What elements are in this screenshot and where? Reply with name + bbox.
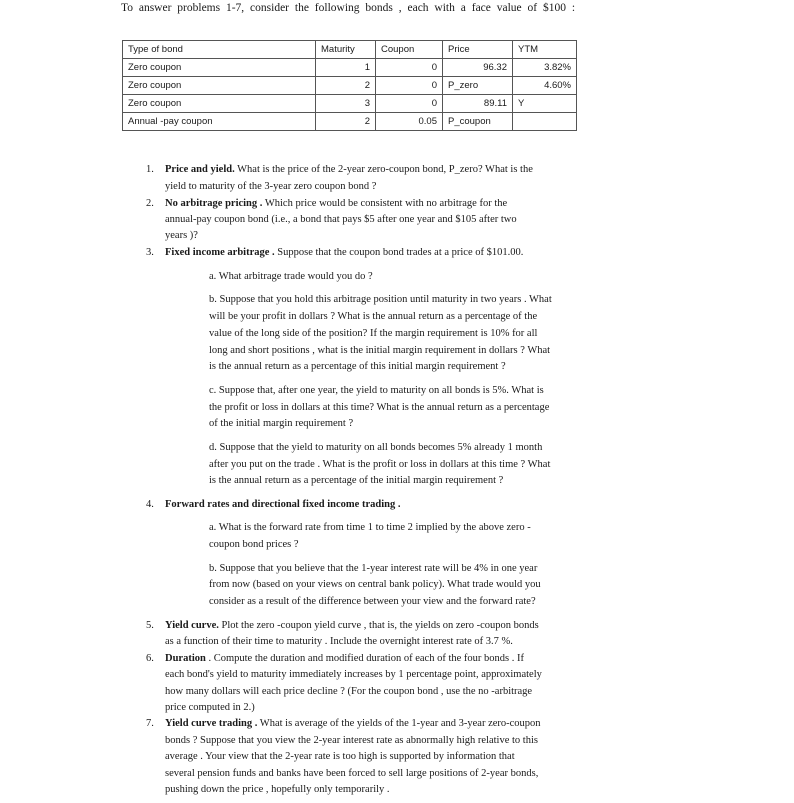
- q1-line1: [165, 162, 533, 178]
- q3d-line3: is the annual return as a percentage of the initial margin requirement ?: [209, 475, 504, 486]
- q7-line1: [165, 716, 541, 732]
- q7-line4: several pension funds and banks have been forced to sell large positions of 2-year bonds,: [165, 768, 539, 779]
- q6-line1: [165, 651, 524, 667]
- q7-line2: bonds ? Suppose that you view the 2-year interest rate as abnormally high relative to this: [165, 735, 538, 746]
- cell-type: Zero coupon: [123, 77, 316, 95]
- cell-ytm: 4.60%: [513, 77, 577, 95]
- cell-ytm: [513, 113, 577, 131]
- table-row: [123, 95, 577, 113]
- cell-type: Zero coupon: [123, 59, 316, 77]
- q6-line2: each bond's yield to maturity immediately increases by 1 percentage point, approximately: [165, 669, 542, 680]
- cell-coupon: 0: [376, 77, 443, 95]
- q6-line4: price computed in 2.): [165, 702, 255, 713]
- q3d-line2: after you put on the trade . What is the profit or loss in dollars at this time ? What: [209, 459, 551, 470]
- header-price: Price: [443, 41, 513, 59]
- cell-ytm: Y: [513, 95, 577, 113]
- q4a-line1: a. What is the forward rate from time 1 to time 2 implied by the above zero -: [209, 522, 531, 533]
- cell-coupon: 0.05: [376, 113, 443, 131]
- q1-title: Price and yield.: [165, 164, 235, 175]
- table-row: [123, 77, 577, 95]
- q4-title: Forward rates and directional fixed income trading .: [165, 499, 401, 510]
- intro-text: To answer problems 1-7, consider the following bonds , each with a face value of $100 :: [121, 2, 576, 14]
- q4-number: 4.: [146, 499, 154, 510]
- table-row: [123, 59, 577, 77]
- header-maturity: Maturity: [316, 41, 376, 59]
- q3b-line4: long and short positions , what is the initial margin requirement in dollars ? What: [209, 345, 551, 356]
- q3-line1: [165, 245, 523, 261]
- cell-maturity: 3: [316, 95, 376, 113]
- q7-title: Yield curve trading .: [165, 718, 258, 729]
- q4b-line1: b. Suppose that you believe that the 1-year interest rate will be 4% in one year: [209, 563, 538, 574]
- header-type: Type of bond: [123, 41, 316, 59]
- cell-price: P_coupon: [443, 113, 513, 131]
- table-header-row: [123, 41, 577, 59]
- cell-price: 96.32: [443, 59, 513, 77]
- bond-table: [122, 40, 577, 131]
- q5-line2: as a function of their time to maturity . Include the overnight interest rate of 3.7 %.: [165, 636, 513, 647]
- q1-number: 1.: [146, 164, 154, 175]
- cell-coupon: 0: [376, 59, 443, 77]
- q3b-line3: value of the long side of the position? If the margin requirement is 10% for all: [209, 328, 538, 339]
- cell-ytm: 3.82%: [513, 59, 577, 77]
- cell-coupon: 0: [376, 95, 443, 113]
- q7-line3: average . Your view that the 2-year rate is too high is supported by information that: [165, 751, 515, 762]
- q3-number: 3.: [146, 247, 154, 258]
- q5-line1: [165, 618, 539, 634]
- q3c-line2: the profit or loss in dollars at this time? What is the annual return as a percentage: [209, 402, 550, 413]
- q1-text: What is the price of the 2-year zero-coupon bond, P_zero? What is the: [234, 164, 533, 175]
- q3b-line5: is the annual return as a percentage of this initial margin requirement ?: [209, 361, 506, 372]
- q7-line5: pushing down the price , hopefully only temporarily .: [165, 784, 390, 795]
- q3a: a. What arbitrage trade would you do ?: [209, 271, 373, 282]
- q6-number: 6.: [146, 653, 154, 664]
- q2-line2: annual-pay coupon bond (i.e., a bond that pays $5 after one year and $105 after two: [165, 214, 517, 225]
- q1-line2: yield to maturity of the 3-year zero coupon bond ?: [165, 181, 377, 192]
- table-row: [123, 113, 577, 131]
- header-coupon: Coupon: [376, 41, 443, 59]
- q2-number: 2.: [146, 198, 154, 209]
- cell-price: P_zero: [443, 77, 513, 95]
- q7-number: 7.: [146, 718, 154, 729]
- cell-price: 89.11: [443, 95, 513, 113]
- q5-text: Plot the zero -coupon yield curve , that is, the yields on zero -coupon bonds: [218, 620, 539, 631]
- header-ytm: YTM: [513, 41, 577, 59]
- q4b-line2: from now (based on your views on central bank policy). What trade would you: [209, 579, 541, 590]
- q3d-line1: d. Suppose that the yield to maturity on all bonds becomes 5% already 1 month: [209, 442, 543, 453]
- q2-title: No arbitrage pricing .: [165, 198, 263, 209]
- q2-line1: [165, 196, 507, 212]
- q6-title: Duration: [165, 653, 206, 664]
- q5-title: Yield curve.: [165, 620, 219, 631]
- q4b-line3: consider as a result of the difference between your view and the forward rate?: [209, 596, 536, 607]
- q3b-line2: will be your profit in dollars ? What is the annual return as a percentage of the: [209, 311, 538, 322]
- q5-number: 5.: [146, 620, 154, 631]
- q6-text: . Compute the duration and modified duration of each of the four bonds . If: [205, 653, 524, 664]
- q3-text: Suppose that the coupon bond trades at a price of $101.00.: [274, 247, 524, 258]
- q3c-line1: c. Suppose that, after one year, the yield to maturity on all bonds is 5%. What is: [209, 385, 544, 396]
- q2-line3: years )?: [165, 230, 198, 241]
- cell-maturity: 2: [316, 77, 376, 95]
- q2-text: Which price would be consistent with no arbitrage for the: [262, 198, 508, 209]
- cell-maturity: 2: [316, 113, 376, 131]
- q4a-line2: coupon bond prices ?: [209, 539, 299, 550]
- cell-type: Annual -pay coupon: [123, 113, 316, 131]
- cell-maturity: 1: [316, 59, 376, 77]
- q3-title: Fixed income arbitrage .: [165, 247, 275, 258]
- cell-type: Zero coupon: [123, 95, 316, 113]
- q7-text: What is average of the yields of the 1-year and 3-year zero-coupon: [257, 718, 541, 729]
- q3b-line1: b. Suppose that you hold this arbitrage position until maturity in two years . What: [209, 294, 552, 305]
- q6-line3: how many dollars will each price decline ? (For the coupon bond , use the no -arbitrage: [165, 686, 533, 697]
- q3c-line3: of the initial margin requirement ?: [209, 418, 354, 429]
